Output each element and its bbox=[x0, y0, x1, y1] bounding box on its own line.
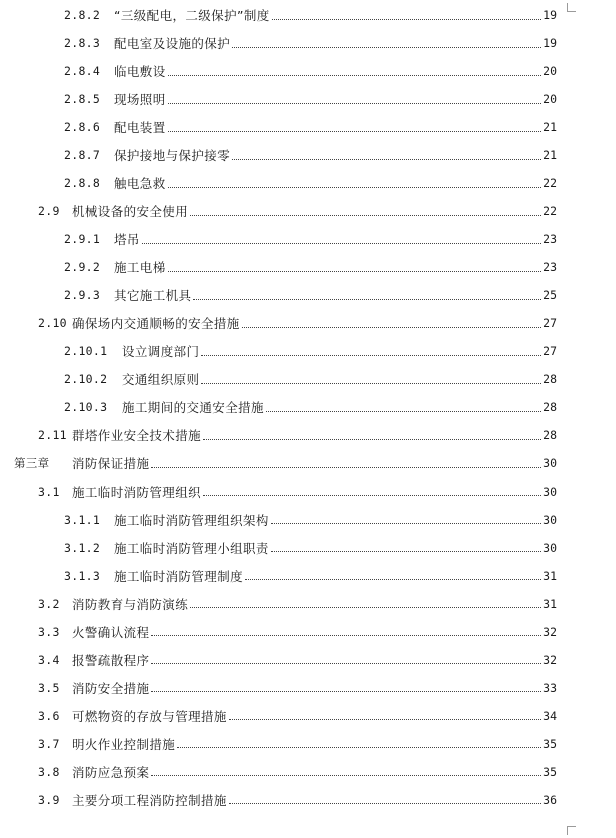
toc-entry-number: 3.4 bbox=[38, 652, 60, 667]
toc-dot-leader bbox=[151, 467, 541, 468]
toc-entry[interactable] bbox=[0, 593, 557, 615]
toc-entry-number: 2.8.7 bbox=[64, 148, 101, 163]
toc-entry[interactable] bbox=[0, 649, 557, 671]
toc-entry-number: 3.3 bbox=[38, 624, 60, 639]
toc-entry-page-number: 19 bbox=[543, 8, 557, 22]
toc-entry[interactable] bbox=[0, 396, 557, 418]
toc-entry-page-number: 22 bbox=[543, 176, 557, 191]
toc-entry-title: 群塔作业安全技术措施 bbox=[72, 428, 202, 444]
toc-entry-page-number: 25 bbox=[543, 288, 557, 303]
toc-entry-number: 3.6 bbox=[38, 708, 60, 723]
toc-entry[interactable] bbox=[0, 537, 557, 559]
toc-entry[interactable] bbox=[0, 565, 557, 587]
toc-entry-title: 交通组织原则 bbox=[122, 372, 200, 388]
toc-entry-number: 2.8.5 bbox=[64, 92, 101, 107]
toc-entry-page-number: 30 bbox=[543, 540, 557, 555]
toc-entry-number: 2.8.8 bbox=[64, 176, 101, 191]
toc-entry[interactable] bbox=[0, 4, 557, 26]
toc-entry-title: 施工期间的交通安全措施 bbox=[122, 400, 264, 416]
toc-dot-leader bbox=[151, 663, 541, 664]
toc-entry-page-number: 33 bbox=[543, 680, 557, 695]
toc-entry-number: 2.9.2 bbox=[64, 260, 101, 275]
toc-entry-number: 2.9.1 bbox=[64, 232, 101, 247]
toc-entry-title: 火警确认流程 bbox=[72, 624, 150, 640]
toc-dot-leader bbox=[201, 355, 541, 356]
toc-entry-title: 报警疏散程序 bbox=[72, 652, 150, 668]
toc-entry-title: 可燃物资的存放与管理措施 bbox=[72, 708, 227, 724]
toc-entry-number: 2.10.1 bbox=[64, 344, 108, 359]
toc-entry[interactable] bbox=[0, 172, 557, 194]
toc-dot-leader bbox=[142, 243, 541, 244]
toc-entry-number: 3.9 bbox=[38, 792, 60, 807]
toc-dot-leader bbox=[272, 19, 541, 20]
toc-entry[interactable] bbox=[0, 509, 557, 531]
toc-dot-leader bbox=[203, 495, 541, 496]
toc-entry[interactable] bbox=[0, 340, 557, 362]
toc-entry-page-number: 34 bbox=[543, 708, 557, 723]
toc-entry-number: 3.7 bbox=[38, 736, 60, 751]
toc-entry-page-number: 27 bbox=[543, 344, 557, 359]
toc-dot-leader bbox=[201, 383, 541, 384]
toc-entry-number: 2.8.2 bbox=[64, 8, 101, 22]
toc-dot-leader bbox=[151, 691, 541, 692]
toc-entry-number: 3.2 bbox=[38, 596, 60, 611]
toc-dot-leader bbox=[232, 159, 541, 160]
toc-dot-leader bbox=[168, 187, 541, 188]
toc-entry[interactable] bbox=[0, 312, 557, 334]
toc-entry-title: 临电敷设 bbox=[114, 64, 166, 80]
toc-entry-title: 配电装置 bbox=[114, 120, 166, 136]
toc-dot-leader bbox=[245, 579, 541, 580]
toc-dot-leader bbox=[266, 411, 541, 412]
toc-entry-number: 2.8.4 bbox=[64, 64, 101, 79]
toc-entry-number: 3.1.1 bbox=[64, 512, 101, 527]
toc-dot-leader bbox=[168, 271, 541, 272]
toc-dot-leader bbox=[232, 47, 541, 48]
toc-dot-leader bbox=[203, 439, 541, 440]
toc-entry-page-number: 28 bbox=[543, 372, 557, 387]
toc-entry-title: 施工临时消防管理小组职责 bbox=[114, 540, 269, 556]
toc-entry-title: 施工电梯 bbox=[114, 260, 166, 276]
page-corner-mark-bottom bbox=[567, 826, 576, 835]
toc-entry-page-number: 21 bbox=[543, 120, 557, 135]
toc-entry-page-number: 28 bbox=[543, 428, 557, 443]
toc-entry-title: 配电室及设施的保护 bbox=[114, 36, 231, 52]
toc-entry-title: 确保场内交通顺畅的安全措施 bbox=[72, 316, 240, 332]
toc-entry-page-number: 35 bbox=[543, 736, 557, 751]
toc-dot-leader bbox=[271, 551, 541, 552]
toc-entry-page-number: 31 bbox=[543, 596, 557, 611]
toc-dot-leader bbox=[193, 299, 541, 300]
toc-entry[interactable] bbox=[0, 256, 557, 278]
toc-entry-page-number: 30 bbox=[543, 456, 557, 471]
toc-entry-title: 其它施工机具 bbox=[114, 288, 192, 304]
toc-entry-title: 施工临时消防管理组织架构 bbox=[114, 512, 269, 528]
toc-entry-title: 现场照明 bbox=[114, 92, 166, 108]
toc-entry[interactable] bbox=[0, 368, 557, 390]
toc-entry[interactable] bbox=[0, 88, 557, 110]
toc-entry-title: 设立调度部门 bbox=[122, 344, 200, 360]
toc-entry-title: 消防应急预案 bbox=[72, 764, 150, 780]
toc-dot-leader bbox=[177, 747, 541, 748]
toc-entry-title: 机械设备的安全使用 bbox=[72, 204, 189, 220]
toc-entry-number: 2.11 bbox=[38, 428, 67, 443]
toc-entry-number: 3.1.2 bbox=[64, 540, 101, 555]
toc-entry-title: 消防教育与消防演练 bbox=[72, 596, 189, 612]
toc-entry-page-number: 28 bbox=[543, 400, 557, 415]
toc-entry-page-number: 30 bbox=[543, 512, 557, 527]
toc-entry[interactable] bbox=[0, 621, 557, 643]
toc-entry[interactable] bbox=[0, 144, 557, 166]
toc-entry[interactable] bbox=[0, 228, 557, 250]
toc-dot-leader bbox=[190, 215, 541, 216]
toc-entry-page-number: 32 bbox=[543, 624, 557, 639]
toc-entry-number: 第三章 bbox=[14, 456, 50, 471]
toc-dot-leader bbox=[151, 775, 541, 776]
toc-entry[interactable] bbox=[0, 761, 557, 783]
toc-entry-page-number: 32 bbox=[543, 652, 557, 667]
toc-entry-title: 施工临时消防管理组织 bbox=[72, 484, 202, 500]
toc-entry-number: 3.1.3 bbox=[64, 568, 101, 583]
toc-entry-title: 塔吊 bbox=[114, 232, 140, 248]
toc-dot-leader bbox=[229, 803, 541, 804]
toc-entry[interactable] bbox=[0, 733, 557, 755]
toc-dot-leader bbox=[168, 131, 541, 132]
toc-entry-page-number: 19 bbox=[543, 36, 557, 51]
toc-entry-number: 2.9.3 bbox=[64, 288, 101, 303]
toc-entry-number: 2.10.2 bbox=[64, 372, 108, 387]
toc-dot-leader bbox=[151, 635, 541, 636]
toc-entry-number: 2.8.3 bbox=[64, 36, 101, 51]
toc-entry[interactable] bbox=[0, 284, 557, 306]
toc-entry[interactable] bbox=[0, 705, 557, 727]
toc-entry-number: 3.5 bbox=[38, 680, 60, 695]
toc-dot-leader bbox=[168, 75, 541, 76]
toc-entry-title: 触电急救 bbox=[114, 176, 166, 192]
toc-entry-page-number: 20 bbox=[543, 64, 557, 79]
toc-entry-page-number: 27 bbox=[543, 316, 557, 331]
toc-entry-number: 2.9 bbox=[38, 204, 60, 219]
toc-entry-title: 消防保证措施 bbox=[72, 456, 150, 472]
toc-entry[interactable] bbox=[0, 200, 557, 222]
toc-entry[interactable] bbox=[0, 481, 557, 503]
toc-dot-leader bbox=[229, 719, 541, 720]
toc-entry-page-number: 35 bbox=[543, 764, 557, 779]
toc-entry-title: 主要分项工程消防控制措施 bbox=[72, 792, 227, 808]
toc-entry[interactable] bbox=[0, 452, 557, 474]
toc-entry[interactable] bbox=[0, 789, 557, 811]
toc-entry-page-number: 36 bbox=[543, 792, 557, 807]
toc-entry-page-number: 30 bbox=[543, 484, 557, 499]
toc-entry-title: 保护接地与保护接零 bbox=[114, 148, 231, 164]
toc-entry-number: 2.10.3 bbox=[64, 400, 108, 415]
toc-entry-title: “三级配电，二级保护”制度 bbox=[114, 8, 270, 23]
toc-entry[interactable] bbox=[0, 424, 557, 446]
toc-entry-page-number: 23 bbox=[543, 232, 557, 247]
toc-entry-number: 2.10 bbox=[38, 316, 67, 331]
toc-dot-leader bbox=[271, 523, 541, 524]
toc-entry[interactable] bbox=[0, 116, 557, 138]
toc-entry-number: 2.8.6 bbox=[64, 120, 101, 135]
toc-entry-title: 消防安全措施 bbox=[72, 680, 150, 696]
toc-entry-page-number: 31 bbox=[543, 568, 557, 583]
toc-entry-title: 施工临时消防管理制度 bbox=[114, 568, 244, 584]
toc-entry-page-number: 21 bbox=[543, 148, 557, 163]
toc-entry-title: 明火作业控制措施 bbox=[72, 736, 176, 752]
toc-entry[interactable] bbox=[0, 60, 557, 82]
toc-dot-leader bbox=[190, 607, 541, 608]
toc-entry-page-number: 20 bbox=[543, 92, 557, 107]
toc-dot-leader bbox=[168, 103, 541, 104]
toc-entry-number: 3.8 bbox=[38, 764, 60, 779]
toc-entry-page-number: 22 bbox=[543, 204, 557, 219]
toc-entry[interactable] bbox=[0, 677, 557, 699]
toc-entry-page-number: 23 bbox=[543, 260, 557, 275]
toc-entry-number: 3.1 bbox=[38, 484, 60, 499]
page-corner-mark-top bbox=[567, 3, 576, 12]
toc-entry[interactable] bbox=[0, 32, 557, 54]
toc-dot-leader bbox=[242, 327, 541, 328]
